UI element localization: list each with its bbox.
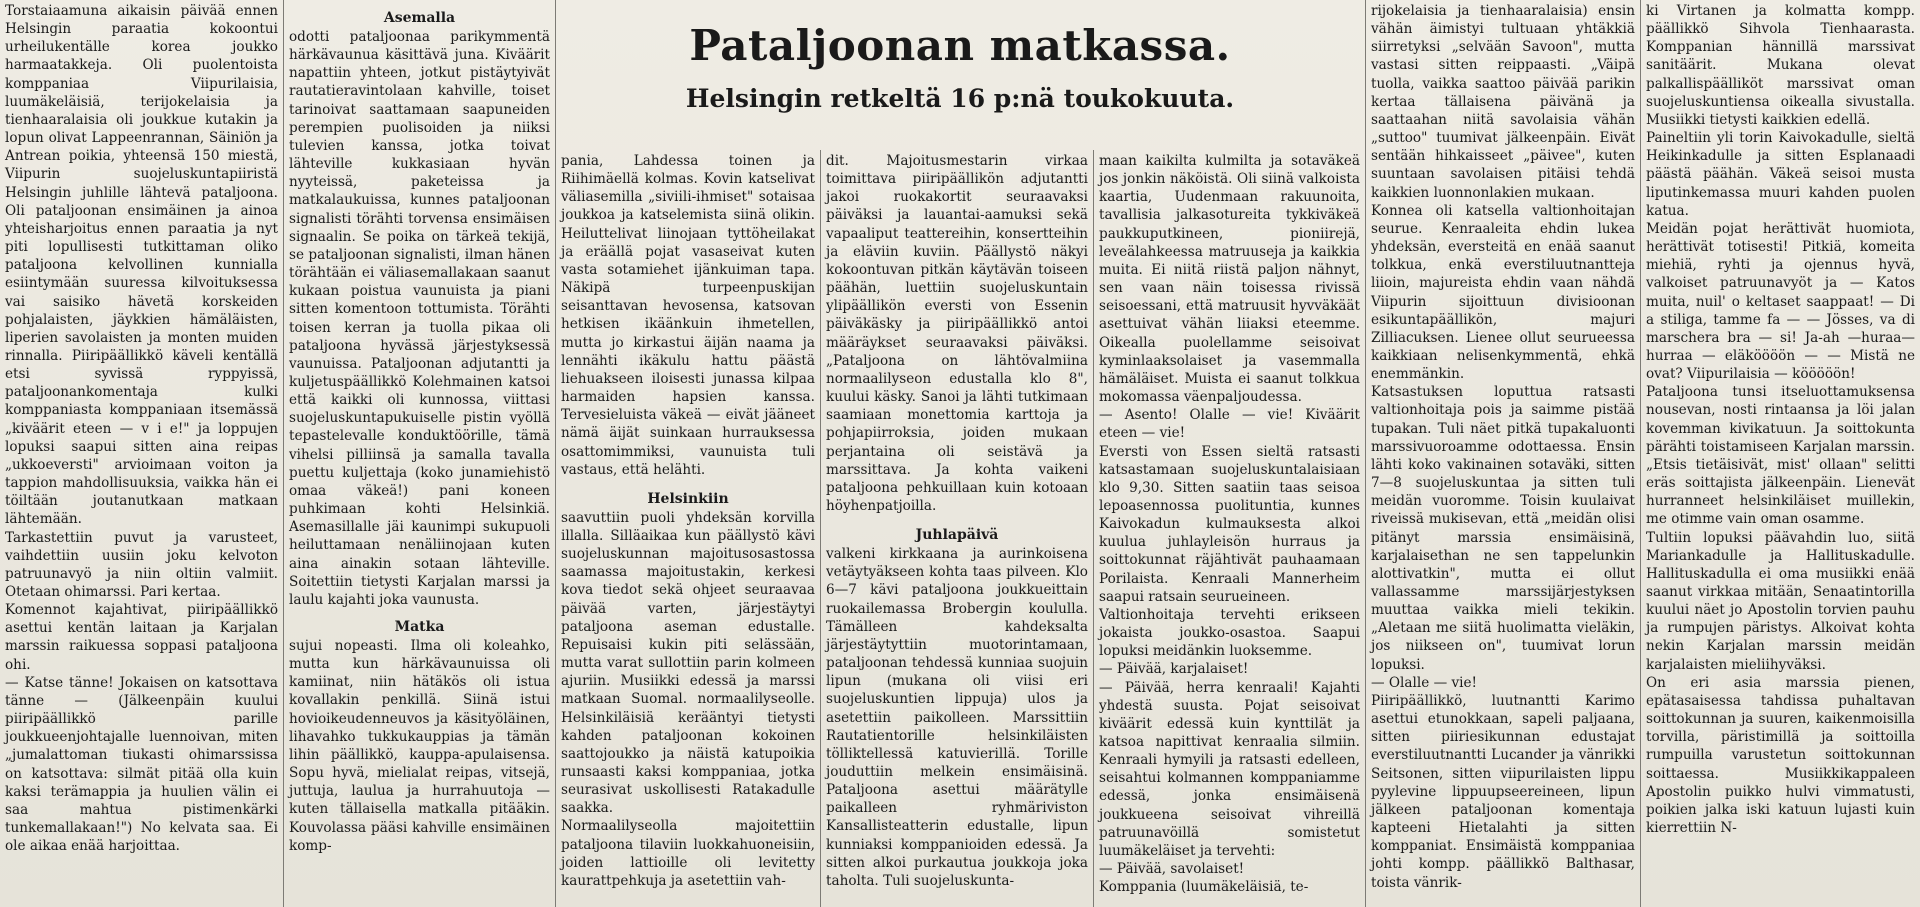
paragraph: — Olalle — vie! — [1371, 674, 1478, 691]
paragraph: On eri asia marssia pienen, epätasaisessa tahdissa puhaltavan soittokunnan ja suuren, kaikenmoisilla torvilla, päristimillä ja soittoilla rumpuilla varustetun soittokunnan soittaessa. Musiikkikappaleen Apostolin puikko hulvi vimmatusti, poikien jalka iski katuun lujasti kuin kierrettiin N- — [1646, 674, 1915, 837]
paragraph: Torstaiaamuna aikaisin päivää ennen Helsingin paraatia kokoontui urheilukentälle korea joukko harmaatakkeja. Oli puolentoista komppaniaa Viipurilaisia, luumäkeläisiä, terijokelaisia ja tienhaaralaisia oli joukkue kutakin ja lopun olivat Lappeenrannan, Säiniön ja Antrean poikia, yhteensä 150 miestä, Viipurin suojeluskuntapiiristä Helsingin juhlille lähtevä pataljoona. Oli pataljoonan ensimäinen ja ainoa yhteisharjoitus ennen paraatia ja nyt piti lopullisesti tutkittaman oliko pataljoona kelvollinen kunnialla esiintymään suuressa kilvoituksessa vai saisiko hävetä korskeiden pohjalaisten, jäykkien hämäläisten, liperien savolaisten ja monten muiden rinnalla. Piiripäällikkö käveli kentällä etsi syvissä ryppyissä, pataljoonankomentaja kulki komppaniasta komppaniaan itsemässä „kiväärit eteen — v i e!" ja loppujen lopuksi saapui sitten aina reipas „ukkoeversti" arvioimaan voiton ja tappion mahdollisuuksia, vaikka hän ei töiltään joutanutkaan matkaan lähtemään. — [5, 3, 278, 528]
paragraph: Valtionhoitaja tervehti erikseen jokaista joukko-osastoa. Saapui lopuksi meidänkin luoksemme. — [1099, 606, 1360, 660]
column-4 — [821, 150, 1093, 907]
section-heading-juhlapaiva: Juhlapäivä — [915, 527, 999, 544]
paragraph: dit. Majoitusmestarin virkaa toimittava piiripäällikön adjutantti jakoi ruokakortit seuraavaksi päiväksi ja lauantai-aamuksi sekä vapaaliput teattereihin, konsertteihin ja eläviin kuviin. Päällystö näkyi kokoontuvan pitkän käytävän toiseen päähän, luettiin suojeluskuntain ylipäällikön eversti von Essenin päiväkäsky ja piiripäällikkö antoi määräykset seuraavaksi päiväksi. „Pataljoona on lähtövalmiina normaalilyseon edustalla klo 8", kuului käsky. Sanoi ja lähti tutkimaan saamiaan monettomia karttoja ja pohjapiirroksia, joiden mukaan perjantaina oli seistävä ja marssittava. Ja kohta vaikeni pataljoona pehkuillaan kuin kotoaan höyhenpatjoilla. — [826, 153, 1088, 514]
paragraph: Normaalilyseolla majoitettiin pataljoona tilaviin luokkahuoneisiin, joiden lattioille oli levitetty kaurattpehkuja ja asetettiin vah- — [561, 818, 815, 889]
column-5 — [1094, 150, 1365, 907]
paragraph: Tultiin lopuksi päävahdin luo, siitä Mariankadulle ja Hallituskadulle. Hallituskadulla ei oma musiikki enää saanut virkkaa mitään, Senaatintorilla kuului näet jo Apostolin torvien pauhu ja rumpujen päristys. Alkoivat kohta nekin Karjalan marssin meidän karjalaisten mieliihyväksi. — [1646, 529, 1915, 673]
paragraph: Katsastuksen loputtua ratsasti valtionhoitaja pois ja saimme pistää tupakan. Tuli näet pitkä tupakaluonti marssivuoroamme odottaessa. Ensin lähti koko vakinainen sotaväki, sitten 7—8 suojeluskuntaa ja sitten tuli meidän vuoromme. Toisin kuulaivat riveissä mukisevan, että „meidän olisi pitänyt marssia ensimäisinä, karjalaisethan ne sen tappelunkin alottivatkin", mutta ei ollut vallassamme marssijärjestyksen muuttaa vaikka mieli tekikin. „Aletaan me siitä huolimatta vieläkin, jos niikseen on", tuumivat lorun lopuksi. — [1371, 384, 1635, 673]
paragraph: Piiripäällikkö, luutnantti Karimo asettui etunokkaan, sapeli paljaana, sitten piiriesikunnan edustajat everstiluutnantti Lucander ja vänrikki Seitsonen, sitten viipurilaisten lippu pyylevine lippuupseereineen, lipun jälkeen pataljoonan komentaja kapteeni Hietalahti ja sitten komppaniat. Ensimäistä komppaniaa johti kompp. päällikkö Balthasar, toista vänrik- — [1371, 692, 1635, 891]
column-2 — [284, 0, 555, 907]
article-header — [555, 0, 1365, 150]
paragraph: sujui nopeasti. Ilma oli koleahko, mutta kun härkävaunuissa oli kamiinat, niin hätäkös oli istua kovallakin penkillä. Siinä istui hovioikeudenneuvos ja käsityöläinen, lihavahko tukkukauppias ja tämän lihin päällikkö, kauppa-apulaisensa. Sopu hyvä, mielialat reipas, vitsejä, juttuja, laulua ja hurrahuutoja — kuten tällaisella matkalla pitääkin. Kouvolassa pääsi kahville ensimäinen komp- — [289, 638, 550, 854]
paragraph: ki Virtanen ja kolmatta kompp. päällikkö Sihvola Tienhaarasta. Komppanian hännillä marssivat sanitäärit. Mukana olevat palkallispäälliköt marssivat oman suojeluskuntiensa oikealla sivustalla. Musiikki tietysti kaikkien edellä. — [1646, 3, 1915, 128]
paragraph: maan kaikilta kulmilta ja sotaväkeä jos jonkin näköistä. Oli siinä valkoista kaartia, Uudenmaan rakuunoita, tavallisia jalkasotureita tykkiväkeä paukkuputkineen, pioniirejä, leveälahkeessa matruuseja ja kaikkia muita. Ei niitä riistä paljon nähnyt, sen vaan näin toisessa rivissä seisoessani, että matruusit hyvväkäät asettuivat vähän liiaksi eteemme. Oikealla puolellamme seisoivat kyminlaaksolaiset ja vasemmalla hämäläiset. Muista ei saanut tolkkua mokomassa väenpaljoudessa. — [1099, 153, 1360, 406]
paragraph: Komennot kajahtivat, piiripäällikkö asettui kentän laitaan ja Karjalan marssin raikuessa soppasi pataljoona ohi. — [5, 602, 278, 673]
column-1 — [0, 0, 283, 907]
column-6 — [1366, 0, 1640, 907]
section-heading-helsinkiin: Helsinkiin — [647, 490, 729, 507]
column-7 — [1641, 0, 1920, 907]
section-heading-asemalla: Asemalla — [383, 10, 456, 26]
paragraph: Konnea oli katsella valtionhoitajan seurue. Kenraaleita ehdin lukea yhdeksän, eversteitä en enää saanut tolkkua, enkä everstiluutnantteja liioin, majureista ehdin vaan nähdä Viipurin sijoittuun divisioonan esikuntapäällikön, majuri Zilliacuksen. Lienee ollut seurueessa kaikkiaan nelisenkymmentä, ehkä enemmänkin. — [1371, 202, 1635, 383]
paragraph: saavuttiin puoli yhdeksän korvilla illalla. Silläaikaa kun päällystö kävi suojeluskunnan majoitusosastossa saamassa majoitustakin, kerkesi kova tiedot sekä ohjeet seuraavaa päivää varten, järjestäytyi pataljoona aseman edustalle. Repuisaisi kukin piti selässään, mutta varat sullottiin parin kolmeen ajuriin. Musiikki edessä ja marssi matkaan Suomal. normaalilyseolle. Helsinkiläisiä kerääntyi tietysti kahden pataljoonan kokoinen saattojoukko ja näistä katupoikia runsaasti kaksi komppaniaa, jotka seurasivat uskollisesti Ratakadulle saakka. — [561, 509, 815, 817]
paragraph: — Asento! Olalle — vie! Kiväärit eteen — vie! — [1099, 407, 1360, 442]
paragraph: — Päivää, herra kenraali! Kajahti yhdestä suusta. Pojat seisoivat kiväärit edessä kuin kynttilät ja katsoa napittivat kenraalia silmiin. Kenraali hymyili ja ratsasti edelleen, seisahtui kolmannen komppaniamme edessä, jonka ensimäisenä joukkueena seisoivat vihreillä patruunavöillä somistetut luumäkeläiset ja tervehti: — [1099, 679, 1360, 859]
paragraph: — Katse tänne! Jokaisen on katsottava tänne — (Jälkeenpäin kuului piiripäällikkö parille joukkueenjohtajalle luennoivan, miten „jumalattoman tiukasti ohimarssissa on katsottava: silmät pitää olla kuin kaksi terämappia ja huulien välin ei saa mahtua pistimenkärki tunkemallakaan!") No kelvata saa. Ei ole aikaa enää harjoittaa. — [5, 674, 278, 855]
article-subtitle: Helsingin retkeltä 16 p:nä toukokuuta. — [685, 84, 1235, 113]
paragraph: Komppania (luumäkeläisiä, te- — [1099, 879, 1309, 896]
paragraph: pania, Lahdessa toinen ja Riihimäellä kolmas. Kovin katselivat väliasemilla „siviili-ihmiset" sotaisaa joukkoa ja katselemista siinä olikin. Heiluttelivat liinojaan tyttöheilakat ja eräällä pojat vasaseivat kuten vasta sotamiehet ijänkuiman tapa. Näkipä turpeenpuskijan seisanttavan hevosensa, katsovan hetkisen ikäänkuin ihmetellen, mutta jo kirkastui äijän naama ja lennähti ikäkulu hattu päästä liehuakseen iloisesti junassa kilpaa harmaiden hapsien kanssa. Tervesieluista väkeä — eivät jääneet nämä äijät suinkaan hurrauksessa osattomimmiksi, vaunuista tuli vastaus, että helähti. — [561, 153, 815, 478]
paragraph: odotti pataljoonaa parikymmentä härkävaunua käsittävä juna. Kiväärit napattiin yhteen, jotkut pistäytyivät rautatieravintolaan kahville, toiset tarinoivat saattamaan saapuneiden perempien puolisoiden ja niiksi tulevien kanssa, jotka toivat lähteville kukkasiaan hyvän nyyteissä, paketeissa ja matkalaukuissa, kunnes pataljoonan signalisti törähti torvensa ensimäisen signaalin. Se poika on tärkeä tekijä, se pataljoonan signalisti, ilman hänen törähtään ei väliasemallakaan saanut kukaan poistua vaunuista ja piani sitten komentoon tottumista. Törähti toisen kerran ja tuolla pikaa oli pataljoona hyvässä järjestyksessä vaunuissa. Pataljoonan adjutantti ja kuljetuspäällikkö Kolehmainen katsoi että kaikki oli kunnossa, viittasi suojeluskuntapukuiselle pistin vyöllä tepastelevalle konduktöörille, tämä vihelsi pilliinsä ja samalla tavalla puettu kuljettaja (koko junamiehistö omaa väkeä!) pani koneen puhkimaan kohti Helsinkiä. Asemasillalle jäi kaunimpi sukupuoli heiluttamaan nenäliinojaan kuten aina ainakin sotaan lähteville. Soitettiin tietysti Karjalan marssi ja laulu kajahti joka vaunusta. — [289, 29, 550, 608]
paragraph: Meidän pojat herättivät huomiota, herättivät totisesti! Pitkiä, komeita miehiä, ryhti ja ojennus hyvä, valkoiset patruunavyöt ja — Katos muita, nuil' o keltaset saappaat! — Di a stiliga, tamme fa — — Jösses, va di marschera bra — si! Ja-ah —huraa— hurraa — eläköööön — — Mistä ne ovat? Viipurilaisia — kööööön! — [1646, 220, 1915, 383]
paragraph: Eversti von Essen sieltä ratsasti katsastamaan suojeluskuntalaisiaan klo 9,30. Sitten saatiin taas seisoa lepoasennossa puolituntia, kunnes Kaivokadun kulmauksesta alkoi kuulua juhlayleisön hurraus ja soittokunnat räjähtivät pauhaamaan Porilaista. Kenraali Mannerheim saapui ratsain seurueineen. — [1099, 443, 1360, 605]
paragraph: Paineltiin yli torin Kaivokadulle, sieltä Heikinkadulle ja sitten Esplanaadi päästä päähän. Väkeä seisoi musta liputinkemassa muuri kahden puolen katua. — [1646, 130, 1915, 219]
paragraph: — Päivää, karjalaiset! — [1099, 661, 1249, 678]
paragraph: valkeni kirkkaana ja aurinkoisena vetäytyäkseen kohta taas pilveen. Klo 6—7 kävi pataljoona joukkueittain ruokailemassa Brobergin koululla. Tämälleen kahdeksalta järjestäytyttiin muotorintamaan, pataljoonan tehdessä kunniaa suojuin lipun (mukana oli viisi eri suojeluskuntien lippuja) ulos ja asetettiin paikolleen. Marssittiin Rautatientorille helsinkiläisten tölliktellessä katuvierillä. Torille jouduttiin melkein ensimäisinä. Pataljoona asettui määrätylle paikalleen ryhmäriviston Kansallisteatterin edustalle, lipun kunniaksi komppanioiden edessä. Ja sitten alkoi purkautua joukkoja joka taholta. Tuli suojeluskunta- — [826, 546, 1088, 889]
paragraph: rijokelaisia ja tienhaaralaisia) ensin vähän äimistyi tultuaan yhtäkkiä siirretyksi „selvään Savoon", mutta vastasi sitten reippaasti. „Väipä tuolla, vaikka saattoo päivää parikin kertaa tällaisena päivänä ja saattaahan niitä savolaisia vähän „suttoo" tuumivat jälkeenpäin. Eivät sentään hihkaisseet „päivee", kuten suuntaan savolaisen pitäisi tehdä kaikkien luonnonlakien mukaan. — [1371, 3, 1635, 201]
paragraph: — Päivää, savolaiset! — [1099, 861, 1245, 878]
paragraph: Pataljoona tunsi itseluottamuksensa nousevan, nosti rintaansa ja löi jalan kovemman kivikatuun. Ja soittokunta pärähti toistamiseen Karjalan marssin. „Etsis tietäisivät, mist' ollaan" selitti eräs soittajista jälkeenpäin. Lienevät hurranneet helsinkiläiset muillekin, me otimme vain oman osamme. — [1646, 384, 1915, 528]
article-title: Pataljoonan matkassa. — [689, 21, 1231, 70]
section-heading-matka: Matka — [394, 619, 445, 635]
column-3 — [556, 150, 820, 907]
paragraph: Tarkastettiin puvut ja varusteet, vaihdettiin uusiin joku kelvoton patruunavyö ja niin oltiin valmiit. Otetaan ohimarssi. Pari kertaa. — [5, 529, 278, 600]
